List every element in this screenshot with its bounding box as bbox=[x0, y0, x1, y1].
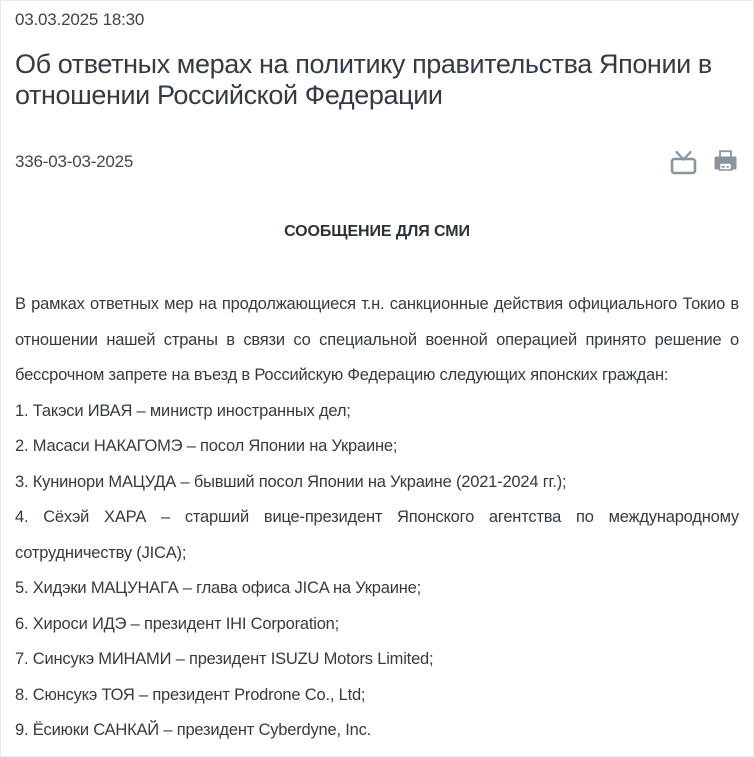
intro-paragraph: В рамках ответных мер на продолжающиеся т.н. санкционные действия официального Токио в отношении нашей страны в связи со специальной военной операцией принято решение о бессрочном запрете на въезд в Российскую Федерацию следующих японских граждан: bbox=[15, 295, 739, 384]
list-item: 9. Ёсиюки САНКАЙ – президент Cyberdyne, Inc. bbox=[15, 721, 372, 739]
list-item: 1. Такэси ИВАЯ – министр иностранных дел; bbox=[15, 401, 351, 420]
list-item: 6. Хироси ИДЭ – президент IHI Corporation; bbox=[15, 614, 340, 633]
list-item: 7. Синсукэ МИНАМИ – президент ISUZU Motors Limited; bbox=[15, 650, 434, 668]
tv-icon[interactable] bbox=[669, 149, 697, 175]
document-number: 336-03-03-2025 bbox=[15, 152, 134, 171]
list-item: 2. Масаси НАКАГОМЭ – посол Японии на Украине; bbox=[15, 437, 398, 455]
list-item: 4. Сёхэй ХАРА – старший вице-президент Японского агентства по международному сотрудничеству (JICA); bbox=[15, 508, 739, 562]
printer-icon[interactable] bbox=[711, 149, 739, 175]
list-item: 8. Сюнсукэ ТОЯ – президент Prodrone Co., Ltd; bbox=[15, 685, 366, 704]
share-icon-group bbox=[669, 149, 739, 175]
list-item: 3. Кунинори МАЦУДА – бывший посол Японии на Украине (2021-2024 гг.); bbox=[15, 472, 567, 491]
tv-icon-glyph bbox=[670, 150, 697, 175]
list-item: 5. Хидэки МАЦУНАГА – глава офиса JICA на Украине; bbox=[15, 579, 422, 597]
press-release-label: СООБЩЕНИЕ ДЛЯ СМИ bbox=[284, 223, 470, 240]
document-meta-row bbox=[15, 149, 739, 175]
printer-icon-glyph bbox=[713, 150, 738, 175]
article-body bbox=[15, 287, 739, 749]
page-title: Об ответных мерах на политику правительства Японии в отношении Российской Федерации bbox=[15, 49, 712, 110]
publish-datetime: 03.03.2025 18:30 bbox=[15, 10, 145, 29]
